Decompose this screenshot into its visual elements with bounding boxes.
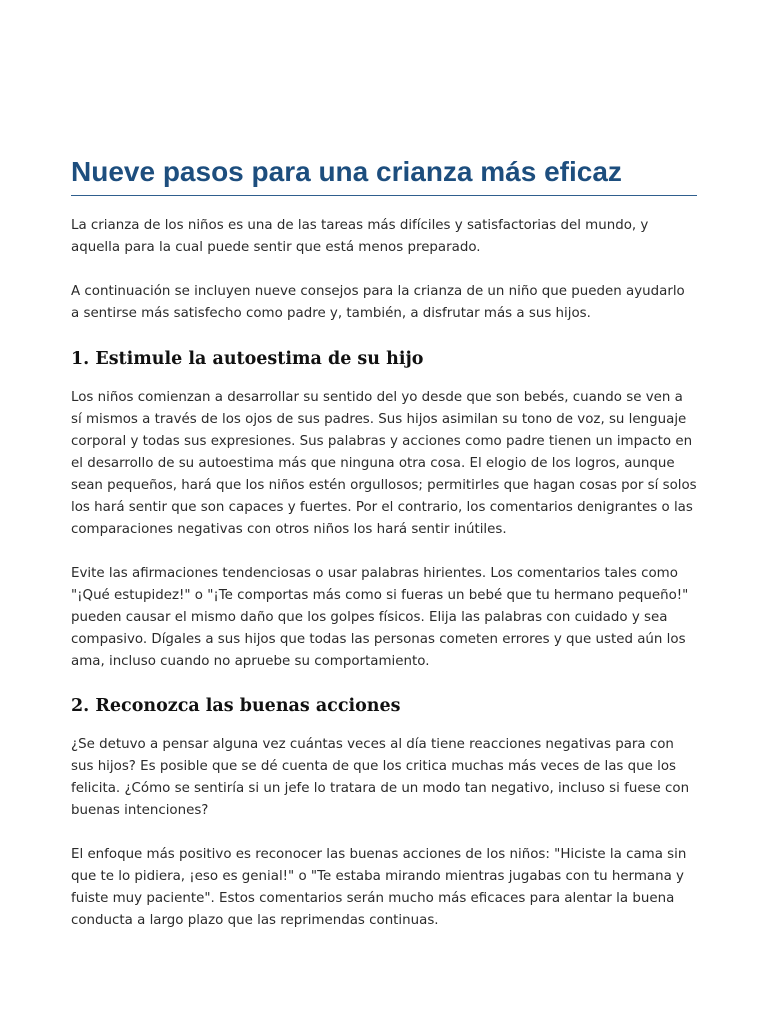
- intro-paragraph: La crianza de los niños es una de las tareas más difíciles y satisfactorias del mundo, y aquella para la cual puede sentir que está menos preparado.: [71, 218, 649, 255]
- section-2: [71, 693, 697, 932]
- body-paragraph: Los niños comienzan a desarrollar su sentido del yo desde que son bebés, cuando se ven a sí mismos a través de los ojos de sus padres. Sus hijos asimilan su tono de voz, su lenguaje corporal y todas sus expresiones. Sus palabras y acciones como padre tienen un impacto en el desarrollo de su autoestima más que ninguna otra cosa. El elogio de los logros, aunque sean pequeños, hará que los niños estén orgullosos; permitirles que hagan cosas por sí solos los hará sentir que son capaces y fuertes. Por el contrario, los comentarios denigrantes o las comparaciones negativas con otros niños los hará sentir inútiles.: [71, 390, 697, 537]
- body-paragraph: ¿Se detuvo a pensar alguna vez cuántas veces al día tiene reacciones negativas para con sus hijos? Es posible que se dé cuenta de que los critica muchas más veces de las que los felicita. ¿Cómo se sentiría si un jefe lo tratara de un modo tan negativo, incluso si fuese con buenas intenciones?: [71, 737, 690, 818]
- section-heading: 1. Estimule la autoestima de su hijo: [71, 349, 424, 369]
- document-page: [71, 153, 697, 932]
- page-title: Nueve pasos para una crianza más eficaz: [71, 153, 697, 196]
- body-paragraph: Evite las afirmaciones tendenciosas o usar palabras hirientes. Los comentarios tales como "¡Qué estupidez!" o "¡Te comportas más como si fueras un bebé que tu hermano pequeño!" pueden causar el mismo daño que los golpes físicos. Elija las palabras con cuidado y sea compasivo. Dígales a sus hijos que todas las personas cometen errores y que usted aún los ama, incluso cuando no apruebe su comportamiento.: [71, 566, 689, 669]
- intro-paragraph: A continuación se incluyen nueve consejos para la crianza de un niño que pueden ayudarlo a sentirse más satisfecho como padre y, también, a disfrutar más a sus hijos.: [71, 284, 685, 321]
- body-paragraph: El enfoque más positivo es reconocer las buenas acciones de los niños: "Hiciste la cama sin que te lo pidiera, ¡eso es genial!" o "Te estaba mirando mientras jugabas con tu hermana y fuiste muy paciente". Estos comentarios serán mucho más eficaces para alentar la buena conducta a largo plazo que las reprimendas continuas.: [71, 847, 687, 928]
- section-heading: 2. Reconozca las buenas acciones: [71, 696, 401, 716]
- section-1: [71, 346, 697, 673]
